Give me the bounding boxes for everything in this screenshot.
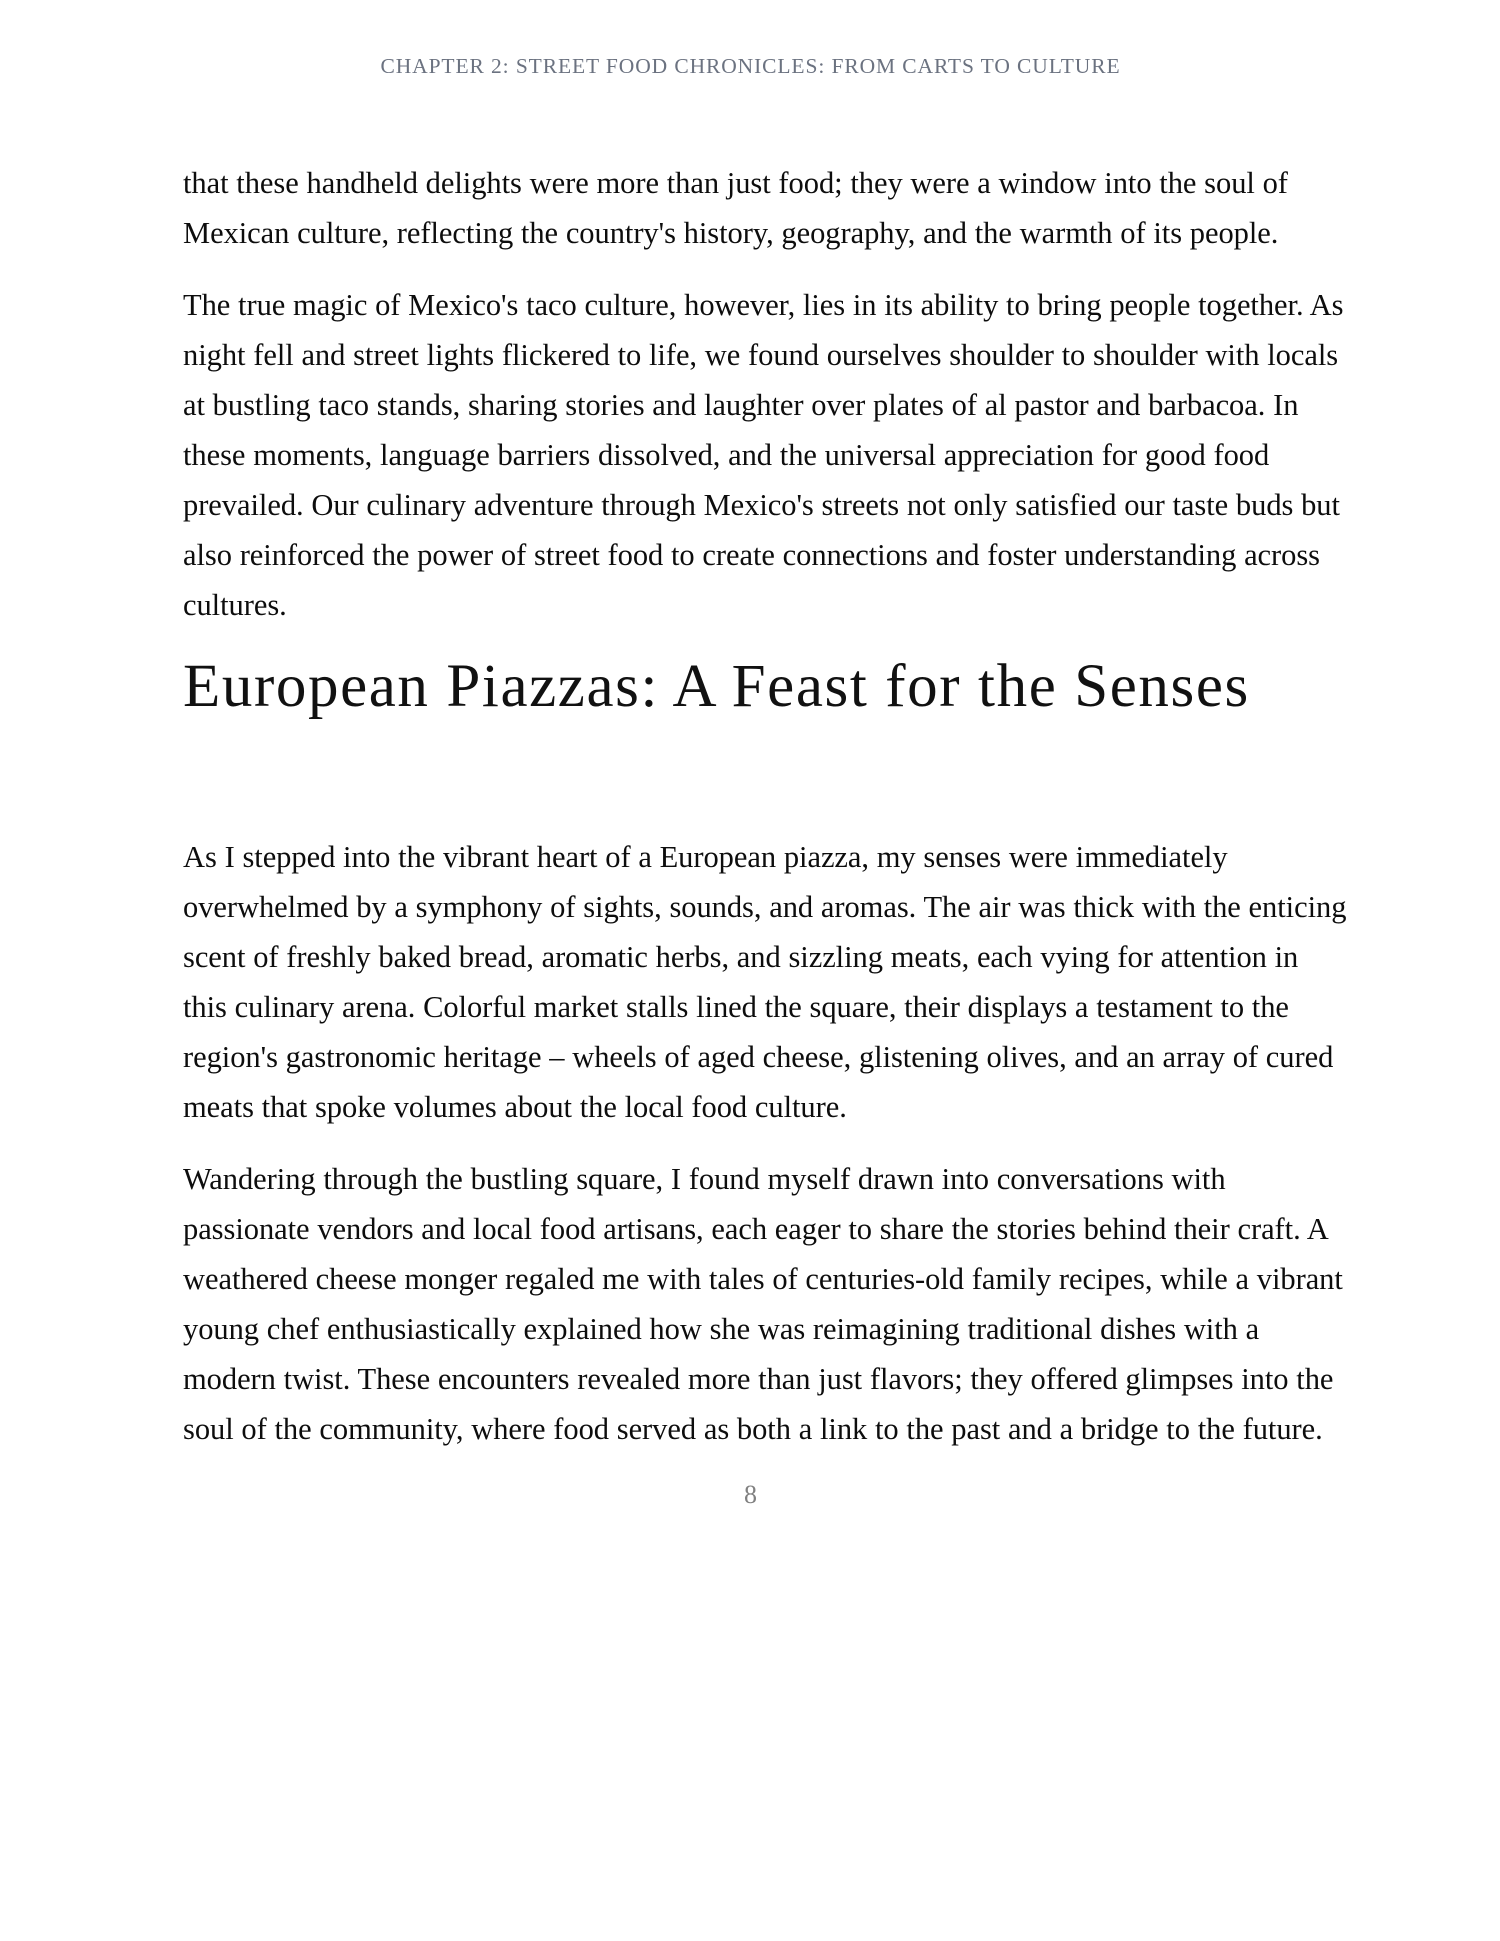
paragraph-continuation: that these handheld delights were more than just food; they were a window into the soul of Mexican culture, reflecting the country's history, geography, and the warmth of its people. bbox=[183, 166, 1288, 250]
running-header: CHAPTER 2: STREET FOOD CHRONICLES: FROM CARTS TO CULTURE bbox=[380, 54, 1121, 78]
page-text-block bbox=[183, 0, 1347, 1941]
page-number: 8 bbox=[744, 1480, 757, 1509]
heading-spacer bbox=[183, 737, 1348, 832]
section-heading: European Piazzas: A Feast for the Senses bbox=[183, 653, 1250, 720]
paragraph-piazza-senses: As I stepped into the vibrant heart of a European piazza, my senses were immediately overwhelmed by a symphony of sights, sounds, and aromas. The air was thick with the enticing scent of freshly baked bread, aromatic herbs, and sizzling meats, each vying for attention in this culinary arena. Colorful market stalls lined the square, their displays a testament to the region's gastronomic heritage – wheels of aged cheese, glistening olives, and an array of cured meats that spoke volumes about the local food culture. bbox=[183, 840, 1347, 1124]
page-content bbox=[183, 158, 1348, 1476]
paragraph-taco-culture: The true magic of Mexico's taco culture, however, lies in its ability to bring people together. As night fell and street lights flickered to life, we found ourselves shoulder to shoulder with locals at bustling taco stands, sharing stories and laughter over plates of al pastor and barbacoa. In these moments, language barriers dissolved, and the universal appreciation for good food prevailed. Our culinary adventure through Mexico's streets not only satisfied our taste buds but also reinforced the power of street food to create connections and foster understanding across cultures. bbox=[183, 288, 1344, 622]
paragraph-vendors-conversations: Wandering through the bustling square, I found myself drawn into conversations with passionate vendors and local food artisans, each eager to share the stories behind their craft. A weathered cheese monger regaled me with tales of centuries-old family recipes, while a vibrant young chef enthusiastically explained how she was reimagining traditional dishes with a modern twist. These encounters revealed more than just flavors; they offered glimpses into the soul of the community, where food served as both a link to the past and a bridge to the future. bbox=[183, 1162, 1343, 1446]
